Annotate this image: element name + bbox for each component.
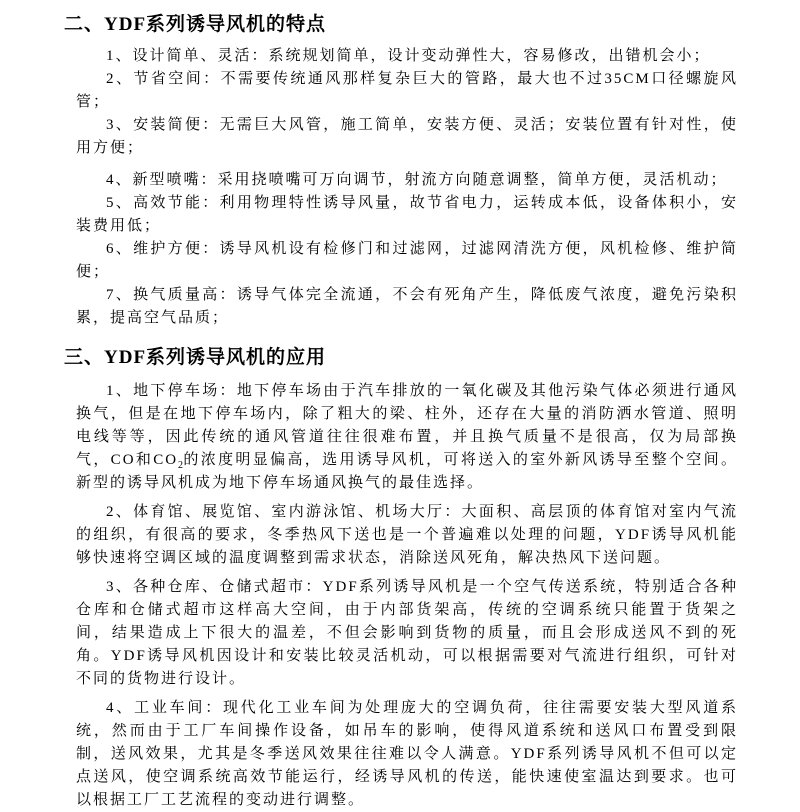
paragraph-text-after-subscript: 的浓度明显偏高，选用诱导风机，可将送入的室外新风诱导至整个空间。新型的诱导风机成为地下停车场通风换气的最佳选择。 xyxy=(76,452,738,491)
applications-section-heading: 三、YDF系列诱导风机的应用 xyxy=(64,347,327,368)
feature-item-4: 4、新型喷嘴：采用挠喷嘴可万向调节，射流方向随意调整，简单方便，灵活机动； xyxy=(106,172,728,188)
application-paragraph-1 xyxy=(76,380,738,495)
paragraph-text-before-subscript: 1、地下停车场：地下停车场由于汽车排放的一氧化碳及其他污染气体必须进行通风换气，但是在地下停车场内，除了粗大的梁、柱外，还存在大量的消防洒水管道、照明电线等等，因此传统的通风管道往往很难布置，并且换气质量不是很高，仅为局部换气，CO和CO xyxy=(76,383,738,468)
feature-item-7: 7、换气质量高：诱导气体完全流通，不会有死角产生，降低废气浓度，避免污染积累，提高空气品质； xyxy=(76,287,738,326)
application-paragraph-2: 2、体育馆、展览馆、室内游泳馆、机场大厅：大面积、高层顶的体育馆对室内气流的组织，有很高的要求，冬季热风下送也是一个普遍难以处理的问题，YDF诱导风机能够快速将空调区域的温度调整到需求状态，消除送风死角，解决热风下送问题。 xyxy=(76,504,738,566)
application-paragraph-3: 3、各种仓库、仓储式超市：YDF系列诱导风机是一个空气传送系统，特别适合各种仓库和仓储式超市这样高大空间，由于内部货架高，传统的空调系统只能置于货架之间，结果造成上下很大的温差，不但会影响到货物的质量，而且会形成送风不到的死角。YDF诱导风机因设计和安装比较灵活机动，可以根据需要对气流进行组织，可针对不同的货物进行设计。 xyxy=(76,579,738,687)
feature-item-5: 5、高效节能：利用物理特性诱导风量，故节省电力，运转成本低，设备体积小，安装费用低； xyxy=(76,195,738,234)
features-section-heading: 二、YDF系列诱导风机的特点 xyxy=(64,14,327,35)
feature-item-2: 2、节省空间：不需要传统通风那样复杂巨大的管路，最大也不过35CM口径螺旋风管； xyxy=(76,71,738,110)
application-paragraph-4: 4、工业车间：现代化工业车间为处理庞大的空调负荷，往往需要安装大型风道系统，然而由于工厂车间操作设备，如吊车的影响，使得风道系统和送风口布置受到限制，送风效果，尤其是冬季送风效果往往难以令人满意。YDF系列诱导风机不但可以定点送风，使空调系统高效节能运行，经诱导风机的传送，能快速使室温达到要求。也可以根据工厂工艺流程的变动进行调整。 xyxy=(76,700,738,808)
co2-subscript: 2 xyxy=(178,460,184,471)
feature-item-3: 3、安装简便：无需巨大风管，施工简单，安装方便、灵活；安装位置有针对性，使用方便； xyxy=(76,117,738,156)
feature-item-1: 1、设计简单、灵活：系统规划简单，设计变动弹性大，容易修改，出错机会小； xyxy=(106,48,711,64)
feature-item-6: 6、维护方便：诱导风机设有检修门和过滤网，过滤网清洗方便，风机检修、维护简便； xyxy=(76,241,738,280)
